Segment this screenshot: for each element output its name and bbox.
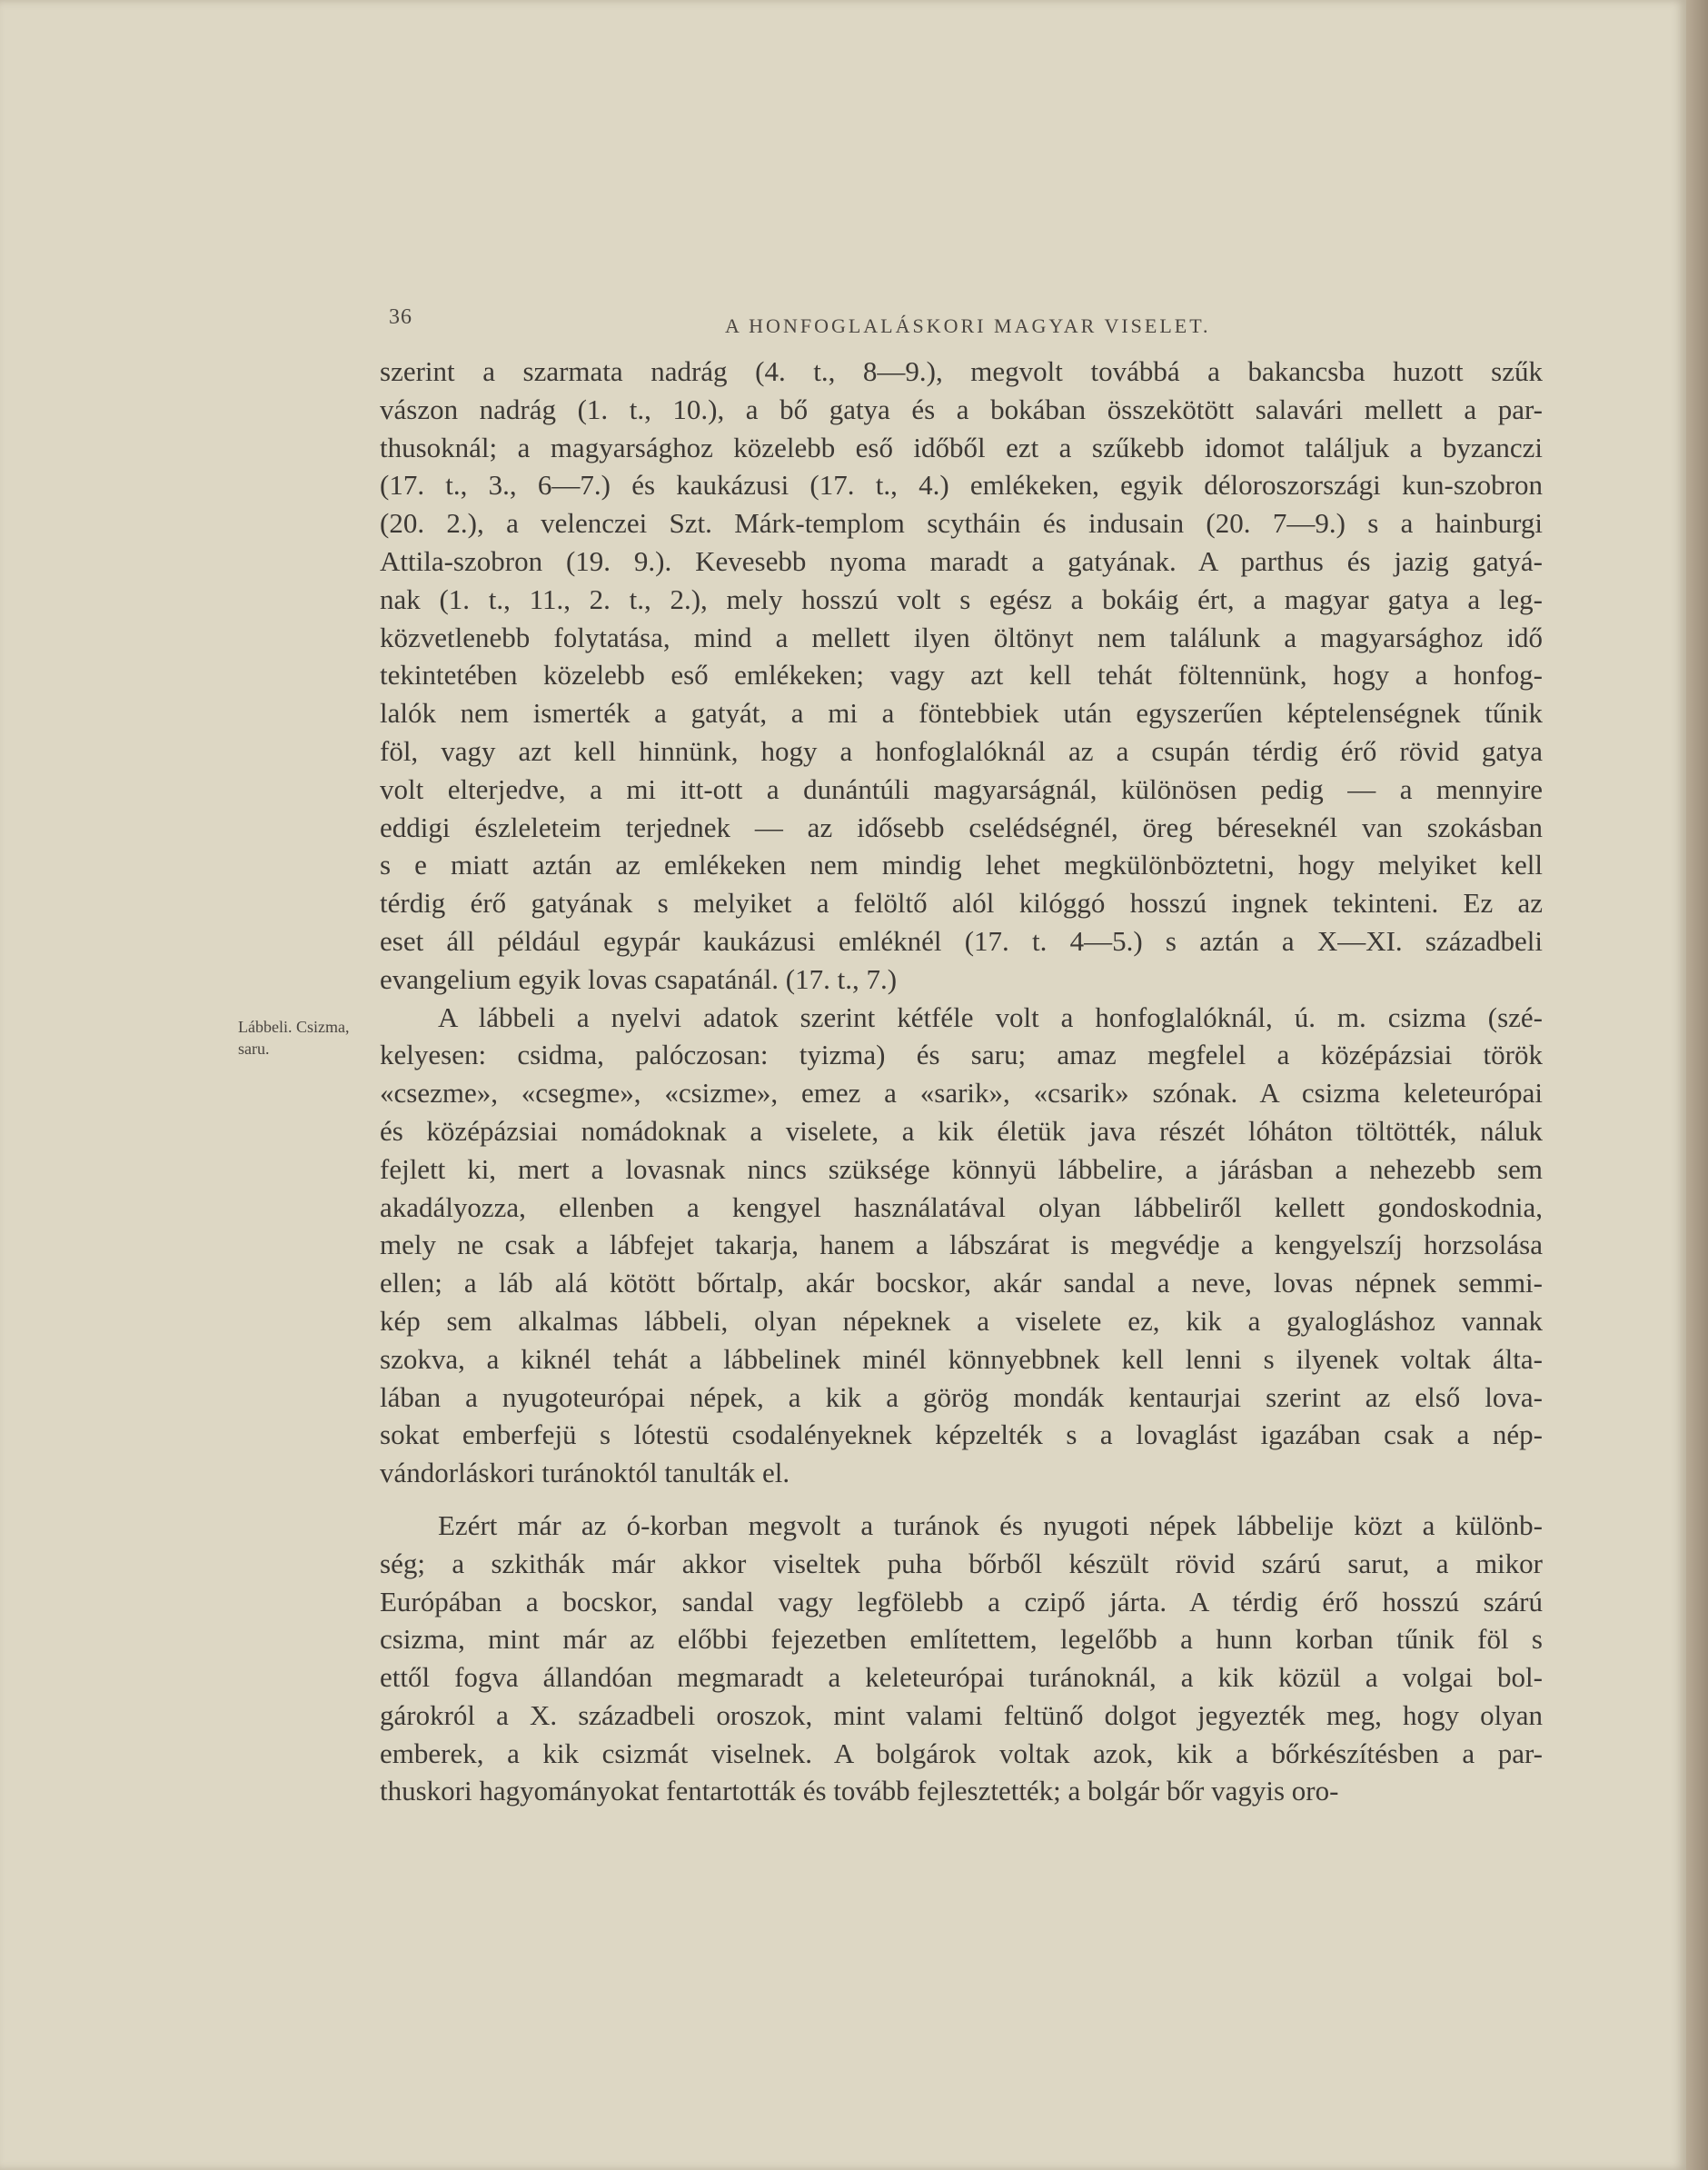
text-line: vászon nadrág (1. t., 10.), a bő gatya és a bokában összekötött salavári mellett a par- xyxy=(380,393,1543,425)
text-line: lában a nyugoteurópai népek, a kik a görög mondák kentaurjai szerint az első lova- xyxy=(380,1380,1543,1413)
text-line: ség; a szkithák már akkor viseltek puha bőrből készült rövid szárú sarut, a mikor xyxy=(380,1547,1543,1579)
text-line: föl, vagy azt kell hinnünk, hogy a honfoglalóknál az a csupán térdig érő rövid gatya xyxy=(380,734,1543,767)
text-line: s e miatt aztán az emlékeken nem mindig lehet megkülönböztetni, hogy melyiket kell xyxy=(380,849,1543,881)
text-line: (20. 2.), a velenczei Szt. Márk-templom scytháin és indusain (20. 7—9.) s a hainburgi xyxy=(380,507,1543,540)
paragraph xyxy=(380,353,1543,999)
text-line: evangelium egyik lovas csapatánál. (17. t., 7.) xyxy=(380,962,898,995)
text-line: gárokról a X. századbeli oroszok, mint valami feltünő dolgot jegyezték meg, hogy olyan xyxy=(380,1698,1543,1731)
text-line: Ezért már az ó-korban megvolt a turánok és nyugoti népek lábbelije közt a különb- xyxy=(438,1508,1543,1541)
margin-note xyxy=(238,1016,374,1060)
text-line: A lábbeli a nyelvi adatok szerint kétféle volt a honfoglalóknál, ú. m. csizma (szé- xyxy=(438,1000,1543,1033)
page-number: 36 xyxy=(389,305,412,329)
text-line: thuskori hagyományokat fentartották és tovább fejlesztették; a bolgár bőr vagyis oro- xyxy=(380,1775,1339,1807)
text-line: emberek, a kik csizmát viselnek. A bolgárok voltak azok, kik a bőrkészítésben a par- xyxy=(380,1737,1543,1769)
text-line: (17. t., 3., 6—7.) és kaukázusi (17. t., 4.) emlékeken, egyik déloroszországi kun-szobron xyxy=(380,469,1543,502)
text-line: nak (1. t., 11., 2. t., 2.), mely hosszú volt s egész a bokáig ért, a magyar gatya a leg- xyxy=(380,582,1543,615)
text-line: térdig érő gatyának s melyiket a felöltő alól kilóggó hosszú ingnek tekinteni. Ez az xyxy=(380,887,1543,920)
text-line: mely ne csak a lábfejet takarja, hanem a lábszárat is megvédje a kengyelszíj horzsolása xyxy=(380,1229,1543,1261)
text-line: fejlett ki, mert a lovasnak nincs szüksége könnyü lábbelire, a járásban a nehezebb sem xyxy=(380,1152,1543,1185)
text-line: sokat emberfejü s lótestü csodalényeknek képzelték s a lovaglást igazában csak a nép- xyxy=(380,1418,1543,1451)
text-line: szokva, a kiknél tehát a lábbelinek minél könnyebbnek kell lenni s ilyenek voltak álta- xyxy=(380,1342,1543,1375)
running-title: A HONFOGLALÁSKORI MAGYAR VISELET. xyxy=(725,314,1211,337)
paragraph xyxy=(380,1507,1543,1810)
text-line: thusoknál; a magyarsághoz közelebb eső időből ezt a szűkebb idomot találjuk a byzanczi xyxy=(380,431,1543,463)
text-line: és középázsiai nomádoknak a viselete, a kik életük java részét lóháton töltötték, náluk xyxy=(380,1114,1543,1147)
text-line: volt elterjedve, a mi itt-ott a dunántúli magyarságnál, különösen pedig — a mennyire xyxy=(380,772,1543,805)
text-line: eset áll például egypár kaukázusi emléknél (17. t. 4—5.) s aztán a X—XI. századbeli xyxy=(380,924,1543,957)
text-line: tekintetében közelebb eső emlékeken; vagy azt kell tehát föltennünk, hogy a honfog- xyxy=(380,659,1543,692)
page-edge xyxy=(1686,0,1708,2170)
text-line: eddigi észleleteim terjednek — az idősebb cselédségnél, öreg béreseknél van szokásban xyxy=(380,811,1543,843)
paragraph xyxy=(380,999,1543,1492)
text-line: szerint a szarmata nadrág (4. t., 8—9.), megvolt továbbá a bakancsba huzott szűk xyxy=(380,355,1543,387)
text-line: lalók nem ismerték a gatyát, a mi a föntebbiek után egyszerűen képtelenségnek tűnik xyxy=(380,697,1543,730)
text-line: akadályozza, ellenben a kengyel használatával olyan lábbeliről kellett gondoskodnia, xyxy=(380,1190,1543,1223)
text-line: Attila-szobron (19. 9.). Kevesebb nyoma maradt a gatyának. A parthus és jazig gatyá- xyxy=(380,544,1543,577)
text-line: vándorláskori turánoktól tanulták el. xyxy=(380,1457,790,1489)
text-line: «csezme», «csegme», «csizme», emez a «sarik», «csarik» szónak. A csizma keleteurópai xyxy=(380,1077,1543,1110)
margin-note-line: Lábbeli. Csizma, xyxy=(238,1018,350,1036)
text-line: ettől fogva állandóan megmaradt a keleteurópai turánoknál, a kik közül a volgai bol- xyxy=(380,1661,1543,1694)
text-line: kép sem alkalmas lábbeli, olyan népeknek a viselete ez, kik a gyalogláshoz vannak xyxy=(380,1304,1543,1337)
text-line: ellen; a láb alá kötött bőrtalp, akár bocskor, akár sandal a neve, lovas népnek semmi- xyxy=(380,1267,1543,1299)
margin-note-line: saru. xyxy=(238,1040,270,1058)
text-line: kelyesen: csidma, palóczosan: tyizma) és saru; amaz megfelel a középázsiai török xyxy=(380,1039,1543,1071)
text-line: Európában a bocskor, sandal vagy legfölebb a czipő járta. A térdig érő hosszú szárú xyxy=(380,1585,1543,1618)
text-line: közvetlenebb folytatása, mind a mellett ilyen öltönyt nem találunk a magyarsághoz idő xyxy=(380,621,1543,653)
body-text xyxy=(380,353,1543,1810)
text-line: csizma, mint már az előbbi fejezetben említettem, legelőbb a hunn korban tűnik föl s xyxy=(380,1623,1543,1656)
